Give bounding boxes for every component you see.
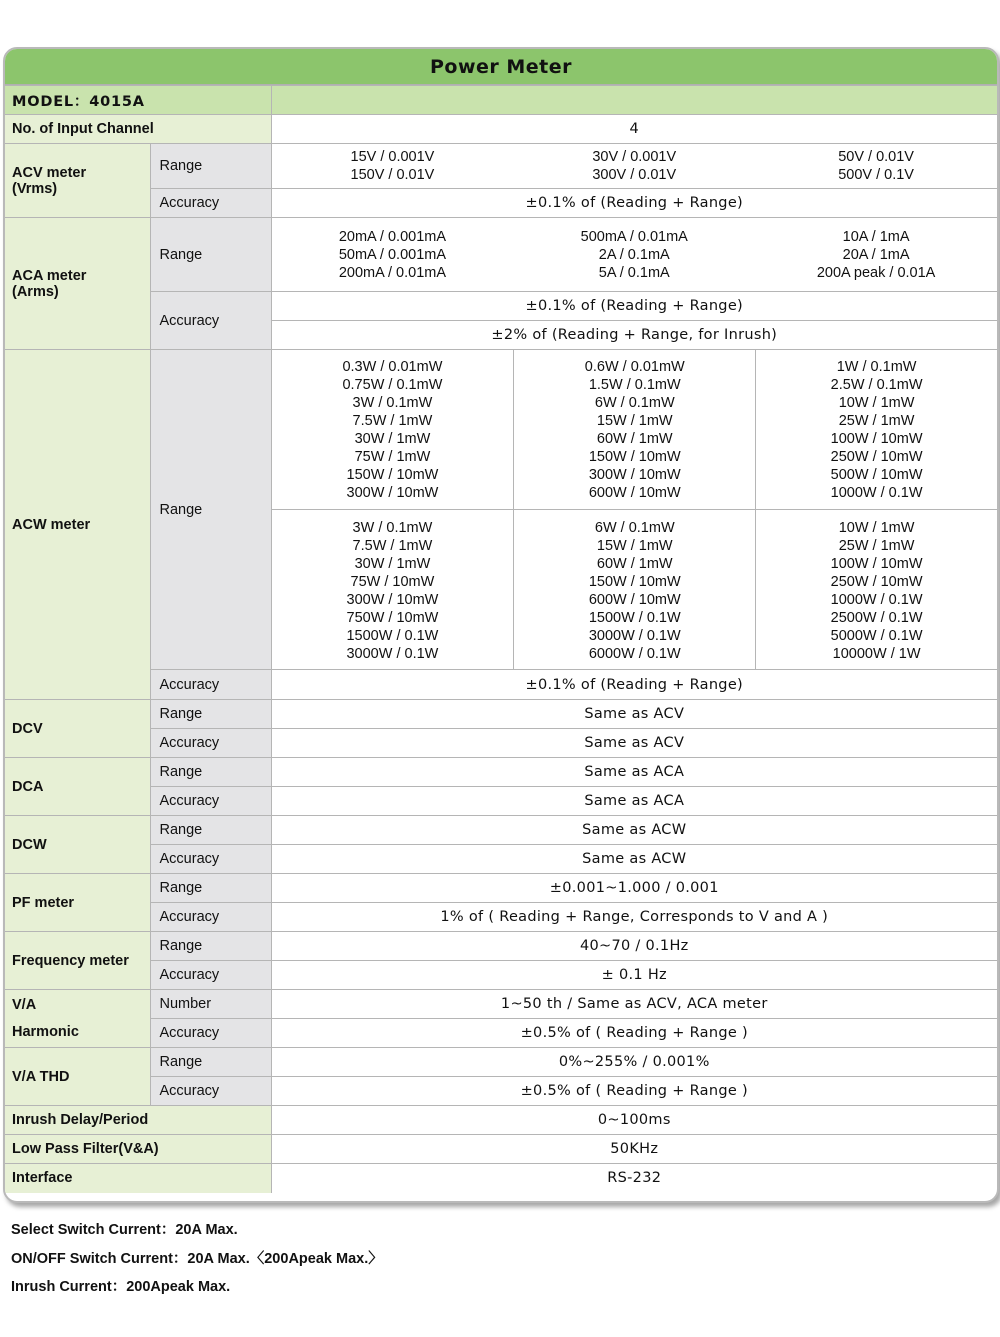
acv-group-label: ACV meter (Vrms) <box>5 144 150 218</box>
acw-range-entry: 30W / 1mW <box>354 431 431 447</box>
aca-range-col: 500mA / 0.01mA 2A / 0.1mA 5A / 0.1mA <box>580 228 688 281</box>
dca-accuracy-value: Same as ACA <box>271 787 997 816</box>
dcv-range-label: Range <box>150 700 271 729</box>
acw-range-entry: 6W / 0.1mW <box>594 395 675 411</box>
acw-range-block-high <box>272 510 998 669</box>
dcv-range-value: Same as ACV <box>271 700 997 729</box>
thd-accuracy-value: ±0.5% of ( Reading + Range ) <box>271 1077 997 1106</box>
acw-range-entry: 150W / 10mW <box>588 574 681 590</box>
lpf-label: Low Pass Filter(V&A) <box>5 1135 271 1164</box>
dca-range-value: Same as ACA <box>271 758 997 787</box>
aca-range-values <box>271 218 997 292</box>
acw-range-entry: 5000W / 0.1W <box>830 628 923 644</box>
acw-range-entry: 250W / 10mW <box>830 574 923 590</box>
acw-range-entry: 3000W / 0.1W <box>346 646 439 662</box>
frequency-accuracy-value: ± 0.1 Hz <box>271 961 997 990</box>
dcw-accuracy-value: Same as ACW <box>271 845 997 874</box>
acw-range-entry: 1000W / 0.1W <box>830 592 923 608</box>
acw-range-entry: 0.6W / 0.01mW <box>584 359 685 375</box>
acw-range-entry: 100W / 10mW <box>830 556 923 572</box>
acw-range-column <box>272 350 514 510</box>
harmonic-accuracy-label: Accuracy <box>150 1019 271 1048</box>
dca-range-label: Range <box>150 758 271 787</box>
footnote: Inrush Current：200Apeak Max. <box>11 1279 231 1295</box>
thd-group-label: V/A THD <box>5 1048 150 1106</box>
inrush-value: 0~100ms <box>271 1106 997 1135</box>
acw-range-entry: 30W / 1mW <box>354 556 431 572</box>
acw-range-entry: 2.5W / 0.1mW <box>830 377 923 393</box>
thd-range-label: Range <box>150 1048 271 1077</box>
pf-accuracy-value: 1% of ( Reading + Range, Corresponds to V and A ) <box>271 903 997 932</box>
acw-range-entry: 1W / 0.1mW <box>836 359 917 375</box>
acw-range-entry: 1.5W / 0.1mW <box>588 377 681 393</box>
acw-range-column <box>513 510 755 669</box>
acw-range-column <box>272 510 514 669</box>
acw-range-entry: 75W / 10mW <box>350 574 435 590</box>
dcw-accuracy-label: Accuracy <box>150 845 271 874</box>
thd-accuracy-label: Accuracy <box>150 1077 271 1106</box>
footnote: Select Switch Current：20A Max. <box>11 1222 238 1238</box>
acw-range-entry: 60W / 1mW <box>596 556 673 572</box>
acw-range-entry: 1500W / 0.1W <box>588 610 681 626</box>
acw-range-entry: 300W / 10mW <box>588 467 681 483</box>
acw-range-entry: 300W / 10mW <box>346 485 439 501</box>
acw-range-entry: 600W / 10mW <box>588 485 681 501</box>
harmonic-number-value: 1~50 th / Same as ACV, ACA meter <box>271 990 997 1019</box>
acv-range-col: 30V / 0.001V 300V / 0.01V <box>592 149 677 183</box>
dca-accuracy-label: Accuracy <box>150 787 271 816</box>
pf-group-label: PF meter <box>5 874 150 932</box>
acw-range-column <box>755 510 997 669</box>
acv-range-label: Range <box>150 144 271 189</box>
dcv-accuracy-value: Same as ACV <box>271 729 997 758</box>
acw-range-label: Range <box>150 350 271 670</box>
acw-range-entry: 3W / 0.1mW <box>352 520 433 536</box>
acw-range-entry: 0.3W / 0.01mW <box>342 359 443 375</box>
acw-range-entry: 2500W / 0.1W <box>830 610 923 626</box>
acw-range-entry: 6W / 0.1mW <box>594 520 675 536</box>
harmonic-number-label: Number <box>150 990 271 1019</box>
acw-range-entry: 3W / 0.1mW <box>352 395 433 411</box>
spec-card <box>3 47 999 1203</box>
acw-accuracy-label: Accuracy <box>150 670 271 700</box>
acw-range-entry: 150W / 10mW <box>346 467 439 483</box>
footnotes <box>11 1221 383 1307</box>
pf-range-label: Range <box>150 874 271 903</box>
acw-range-entry: 250W / 10mW <box>830 449 923 465</box>
acw-range-block-low <box>272 350 998 510</box>
frequency-range-label: Range <box>150 932 271 961</box>
acv-range-values <box>271 144 997 189</box>
acw-range-values <box>271 350 997 670</box>
pf-range-value: ±0.001~1.000 / 0.001 <box>271 874 997 903</box>
acw-range-entry: 60W / 1mW <box>596 431 673 447</box>
acv-accuracy-label: Accuracy <box>150 189 271 218</box>
aca-accuracy-value: ±0.1% of (Reading + Range) <box>271 292 997 321</box>
acw-range-entry: 25W / 1mW <box>838 538 915 554</box>
acw-range-entry: 300W / 10mW <box>346 592 439 608</box>
acw-group-label: ACW meter <box>5 350 150 700</box>
acv-range-col: 15V / 0.001V 150V / 0.01V <box>350 149 435 183</box>
acw-range-entry: 7.5W / 1mW <box>352 538 433 554</box>
aca-range-col: 10A / 1mA 20A / 1mA 200A peak / 0.01A <box>816 228 936 281</box>
acw-range-entry: 15W / 1mW <box>596 413 673 429</box>
dcw-range-label: Range <box>150 816 271 845</box>
aca-accuracy-label: Accuracy <box>150 292 271 350</box>
aca-range-label: Range <box>150 218 271 292</box>
acv-accuracy-value: ±0.1% of (Reading + Range) <box>271 189 997 218</box>
acw-range-entry: 150W / 10mW <box>588 449 681 465</box>
frequency-group-label: Frequency meter <box>5 932 150 990</box>
frequency-range-value: 40~70 / 0.1Hz <box>271 932 997 961</box>
aca-inrush-accuracy-value: ±2% of (Reading + Range, for Inrush) <box>271 321 997 350</box>
frequency-accuracy-label: Accuracy <box>150 961 271 990</box>
aca-group-label: ACA meter (Arms) <box>5 218 150 350</box>
harmonic-group-label: V/A Harmonic <box>5 990 150 1048</box>
acv-range-col: 50V / 0.01V 500V / 0.1V <box>838 149 914 183</box>
acw-range-entry: 6000W / 0.1W <box>588 646 681 662</box>
dcw-range-value: Same as ACW <box>271 816 997 845</box>
acw-accuracy-value: ±0.1% of (Reading + Range) <box>271 670 997 700</box>
acw-range-entry: 0.75W / 0.1mW <box>342 377 443 393</box>
acw-range-entry: 10W / 1mW <box>838 520 915 536</box>
acw-range-column <box>755 350 997 510</box>
acw-range-entry: 500W / 10mW <box>830 467 923 483</box>
model-value-cell <box>271 86 997 115</box>
footnote: ON/OFF Switch Current：20A Max.〈200Apeak Max.〉 <box>11 1250 383 1267</box>
interface-label: Interface <box>5 1164 271 1193</box>
acw-range-entry: 100W / 10mW <box>830 431 923 447</box>
model-label: MODEL：4015A <box>5 86 271 115</box>
acw-range-column <box>513 350 755 510</box>
input-channel-value: 4 <box>271 115 997 144</box>
harmonic-accuracy-value: ±0.5% of ( Reading + Range ) <box>271 1019 997 1048</box>
aca-range-col: 20mA / 0.001mA 50mA / 0.001mA 200mA / 0.01mA <box>338 228 447 281</box>
acw-range-entry: 15W / 1mW <box>596 538 673 554</box>
dcv-group-label: DCV <box>5 700 150 758</box>
acw-range-entry: 7.5W / 1mW <box>352 413 433 429</box>
spec-table <box>5 85 997 1193</box>
acw-range-entry: 3000W / 0.1W <box>588 628 681 644</box>
dca-group-label: DCA <box>5 758 150 816</box>
acw-range-entry: 750W / 10mW <box>346 610 439 626</box>
dcw-group-label: DCW <box>5 816 150 874</box>
thd-range-value: 0%~255% / 0.001% <box>271 1048 997 1077</box>
table-title: Power Meter <box>5 49 997 85</box>
interface-value: RS-232 <box>271 1164 997 1193</box>
acw-range-entry: 25W / 1mW <box>838 413 915 429</box>
acw-range-entry: 1000W / 0.1W <box>830 485 923 501</box>
acw-range-entry: 600W / 10mW <box>588 592 681 608</box>
acw-range-entry: 10000W / 1W <box>832 646 921 662</box>
acw-range-entry: 1500W / 0.1W <box>346 628 439 644</box>
inrush-label: Inrush Delay/Period <box>5 1106 271 1135</box>
input-channel-label: No. of Input Channel <box>5 115 271 144</box>
dcv-accuracy-label: Accuracy <box>150 729 271 758</box>
lpf-value: 50KHz <box>271 1135 997 1164</box>
acw-range-entry: 75W / 1mW <box>354 449 431 465</box>
pf-accuracy-label: Accuracy <box>150 903 271 932</box>
acw-range-entry: 10W / 1mW <box>838 395 915 411</box>
